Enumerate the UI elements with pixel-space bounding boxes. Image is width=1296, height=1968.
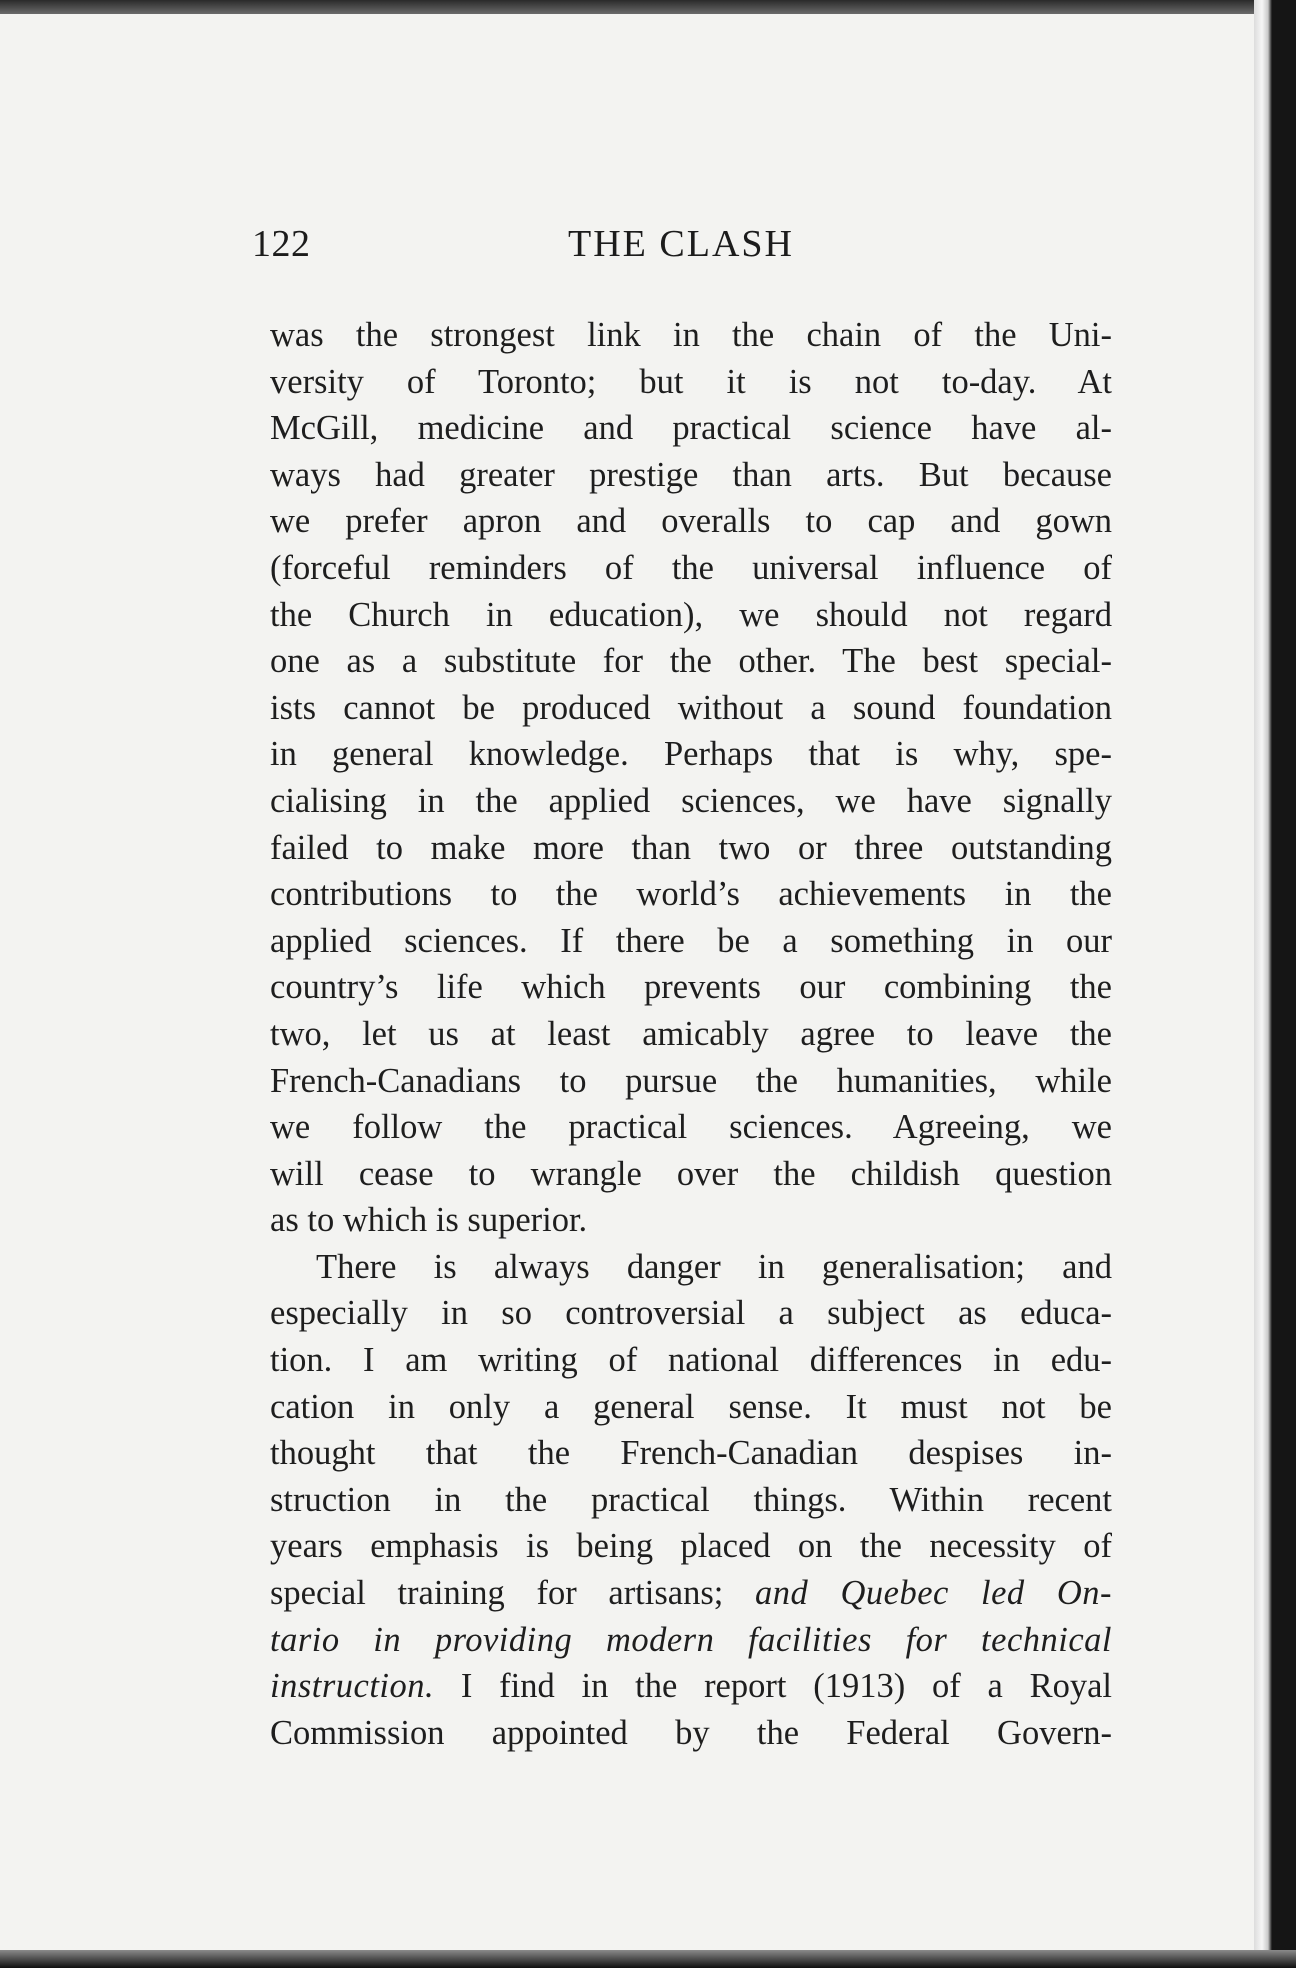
plain-text: I find in the report (1913) of a Royal — [434, 1667, 1112, 1706]
text-line: Commission appointed by the Federal Govern- — [270, 1713, 1112, 1752]
text-line: ways had greater prestige than arts. But because — [270, 455, 1112, 494]
text-line: (forceful reminders of the universal influence of — [270, 548, 1112, 587]
plain-text: special training for artisans; — [270, 1574, 756, 1613]
text-line: failed to make more than two or three outstanding — [270, 828, 1112, 867]
italic-text-line: tario in providing modern facilities for technical — [270, 1620, 1112, 1659]
scan-top-edge — [0, 0, 1296, 14]
text-line: country’s life which prevents our combining the — [270, 968, 1112, 1007]
paragraph-start-line: There is always danger in generalisation; and — [316, 1247, 1112, 1286]
text-line: will cease to wrangle over the childish question — [270, 1154, 1112, 1193]
text-line: applied sciences. If there be a something in our — [270, 921, 1112, 960]
text-line: the Church in education), we should not regard — [270, 595, 1112, 634]
italic-text: instruction. — [270, 1667, 435, 1706]
text-line: one as a substitute for the other. The best special- — [270, 642, 1112, 681]
text-line: ists cannot be produced without a sound foundation — [270, 688, 1112, 727]
text-line: we prefer apron and overalls to cap and gown — [270, 502, 1112, 541]
text-line: was the strongest link in the chain of the Uni- — [270, 316, 1112, 354]
text-line: cation in only a general sense. It must not be — [270, 1387, 1112, 1426]
running-head — [252, 222, 1110, 270]
text-line: years emphasis is being placed on the necessity of — [270, 1527, 1112, 1566]
text-line: we follow the practical sciences. Agreeing, we — [270, 1108, 1112, 1147]
text-line: struction in the practical things. Within recent — [270, 1480, 1112, 1519]
text-line: thought that the French-Canadian despises in- — [270, 1434, 1112, 1473]
scan-bottom-edge — [0, 1950, 1296, 1968]
text-line: versity of Toronto; but it is not to-day. At — [270, 362, 1112, 401]
page-number: 122 — [252, 223, 311, 265]
text-line: especially in so controversial a subject as educa- — [270, 1294, 1112, 1333]
text-line: contributions to the world’s achievements in the — [270, 875, 1112, 914]
body-text — [270, 312, 1112, 1756]
italic-text: and Quebec led On- — [755, 1574, 1113, 1613]
text-line: as to which is superior. — [270, 1201, 588, 1240]
scan-right-edge — [1254, 0, 1296, 1968]
text-line: two, let us at least amicably agree to leave the — [270, 1014, 1112, 1053]
text-line: in general knowledge. Perhaps that is why, spe- — [270, 735, 1112, 774]
text-line: cialising in the applied sciences, we have signally — [270, 781, 1112, 820]
text-line — [270, 1663, 1112, 1710]
running-title: THE CLASH — [568, 223, 794, 265]
text-line: French-Canadians to pursue the humanities, while — [270, 1061, 1112, 1100]
text-line — [270, 1570, 1112, 1617]
text-line: tion. I am writing of national differences in edu- — [270, 1341, 1112, 1380]
text-line: McGill, medicine and practical science have al- — [270, 409, 1112, 448]
